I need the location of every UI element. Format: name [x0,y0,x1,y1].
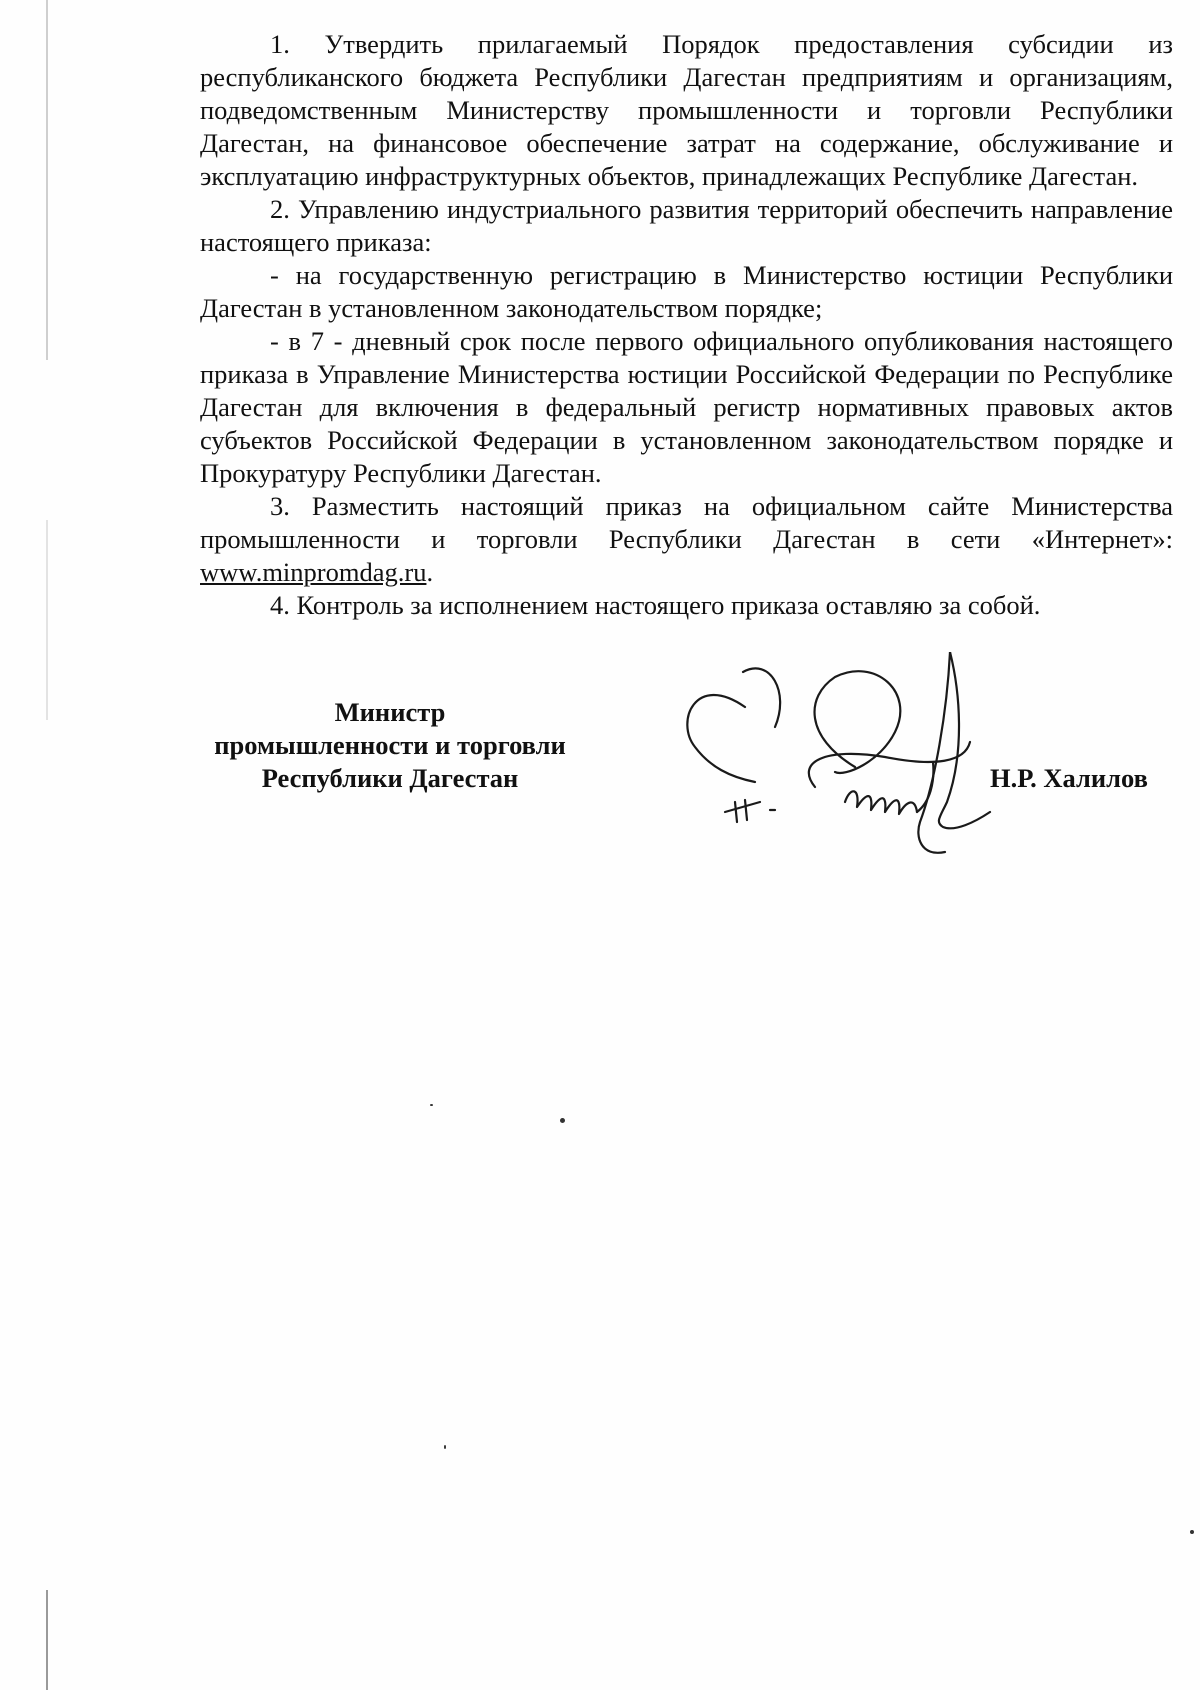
scan-speck [1190,1530,1194,1534]
scan-speck [560,1118,565,1123]
scan-edge-line [46,520,48,720]
signatory-title [200,696,580,795]
order-body [200,28,1173,622]
scan-edge-line [46,0,48,360]
scan-edge-line [46,1590,48,1690]
paragraph-directive-department: 2. Управлению индустриального развития территорий обеспечить направление настоящего приказа: [200,194,1173,257]
paragraph-approve-procedure: 1. Утвердить прилагаемый Порядок предоставления субсидии из республиканского бюджета Республики Дагестан предприятиям и организациям, подведомственным Министерству промышленности и торговли Республики Дагестан, на финансовое обеспечение затрат на содержание, обслуживание и эксплуатацию инфраструктурных объектов, принадлежащих Республике Дагестан. [200,29,1173,191]
paragraph-control: 4. Контроль за исполнением настоящего приказа оставляю за собой. [270,590,1041,620]
signatory-title-line: Министр [334,697,446,727]
paragraph-website-text: 3. Разместить настоящий приказ на официальном сайте Министерства промышленности и торговли Республики Дагестан в сети «Интернет»: [200,491,1173,554]
paragraph-website-posting [200,490,1173,589]
paragraph-publication-deadline: - в 7 - дневный срок после первого официального опубликования настоящего приказа в Управление Министерства юстиции Российской Федерации по Республике Дагестан для включения в федеральный регистр нормативных правовых актов субъектов Российской Федерации в установленном законодательством порядке и Прокуратуру Республики Дагестан. [200,326,1173,488]
signatory-title-line: Республики Дагестан [261,763,519,793]
scan-speck [430,1104,433,1106]
signatory-name: Н.Р. Халилов [990,763,1148,793]
paragraph-registration: - на государственную регистрацию в Министерство юстиции Республики Дагестан в установленном законодательством порядке; [200,260,1173,323]
signatory-title-line: промышленности и торговли [214,730,566,760]
scan-speck [444,1445,446,1449]
handwritten-signature [685,652,1005,862]
website-link[interactable]: www.minpromdag.ru [200,557,427,587]
paragraph-website-end: . [426,557,434,587]
